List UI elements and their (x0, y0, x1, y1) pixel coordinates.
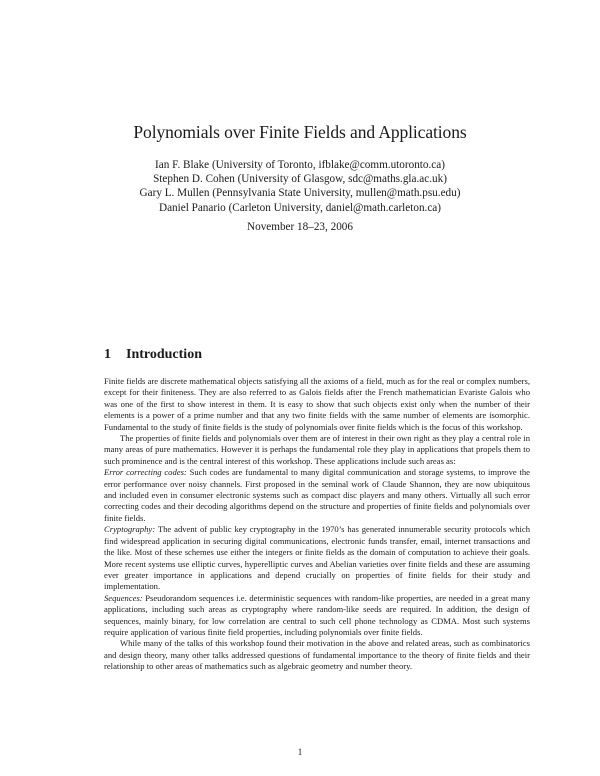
paragraph-term: Cryptography: (104, 524, 156, 535)
author-line: Daniel Panario (Carleton University, daniel@math.carleton.ca) (158, 201, 441, 214)
paper-title: Polynomials over Finite Fields and Applications (133, 122, 467, 142)
paragraph-sequences (104, 593, 530, 639)
paragraph-term: Sequences: (104, 592, 143, 603)
paragraph: While many of the talks of this workshop found their motivation in the above and related areas, such as combinatorics and design theory, many other talks addressed questions of fundamental importance to the theory of finite fields and their relationship to other areas of mathematics such as algebraic geometry and number theory. (104, 638, 530, 672)
author-line: Gary L. Mullen (Pennsylvania State University, mullen@math.psu.edu) (139, 187, 461, 200)
paragraph: The properties of finite fields and polynomials over them are of interest in their own right as they play a central role in many areas of pure mathematics. However it is perhaps the fundamental role they play in applications that propels them to such prominence and is the central interest of this workshop. These applications include such areas as: (104, 433, 530, 466)
paragraph-term: Error correcting codes: (104, 467, 187, 478)
paragraph-cryptography (104, 524, 530, 592)
paragraph-error-correcting-codes (104, 467, 530, 524)
paragraph-text: Such codes are fundamental to many digital communication and storage systems, to improve the error performance over noisy channels. First proposed in the seminal work of Claude Shannon, they are now ubiquitous and included even in consumer electronic systems such as compact disc players and many others. Virtually all such error correcting codes and their decoding algorithms depend on the structure and properties of finite fields and polynomials over finite fields. (104, 467, 530, 523)
section-title: Introduction (126, 347, 202, 362)
section-body (104, 376, 530, 673)
section-number: 1 (104, 347, 111, 362)
author-list (0, 158, 600, 215)
paragraph: Finite fields are discrete mathematical objects satisfying all the axioms of a field, much as for the real or complex numbers, except for their finiteness. They are also referred to as Galois fields after the French mathematician Evariste Galois who was one of the first to show interest in them. It is easy to show that such objects exist only when the number of their elements is a power of a prime number and that any two finite fields with the same number of elements are isomorphic. Fundamental to the study of finite fields is the study of polynomials over finite fields which is the focus of this workshop. (104, 376, 530, 432)
section-heading (104, 346, 202, 364)
paragraph-text: Pseudorandom sequences i.e. deterministic sequences with random-like properties, are needed in a great many applications, including such areas as cryptography where random-like seeds are required. In addition, the design of sequences, mainly binary, for low correlation are central to such cell phone technology as CDMA. Most such systems require application of various finite field properties, including polynomials over finite fields. (104, 592, 530, 637)
page-number: 1 (297, 747, 303, 757)
paper-date: November 18–23, 2006 (247, 221, 353, 233)
author-line: Ian F. Blake (University of Toronto, ifblake@comm.utoronto.ca) (155, 159, 445, 171)
author-line: Stephen D. Cohen (University of Glasgow, sdc@maths.gla.ac.uk) (153, 173, 447, 186)
paragraph-text: The advent of public key cryptography in the 1970’s has generated innumerable security protocols which find widespread application in securing digital communications, electronic funds transfer, email, internet transactions and the like. Most of these schemes use either the integers or finite fields as the domain of computation to achieve their goals. More recent systems use elliptic curves, hyperelliptic curves and Abelian varieties over finite fields and these are assuming ever greater importance in applications and depend crucially on properties of finite fields for their study and implementation. (104, 524, 530, 592)
